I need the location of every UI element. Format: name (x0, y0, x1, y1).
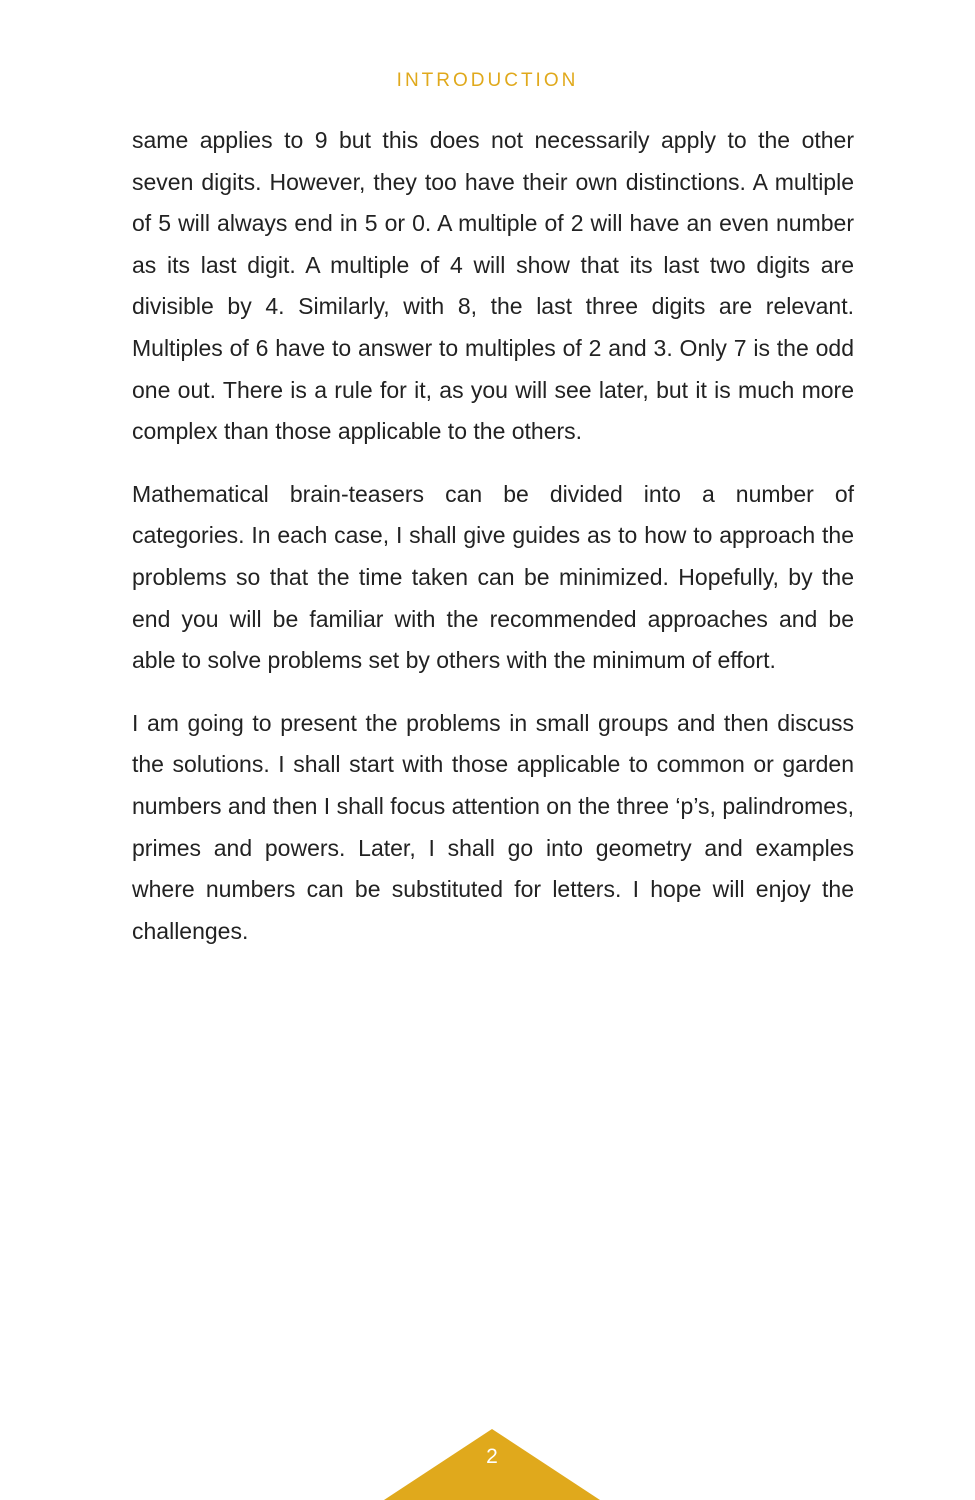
body-text (132, 120, 854, 973)
paragraph: same applies to 9 but this does not necessarily apply to the other seven digits. However, they too have their own distinctions. A multiple of 5 will always end in 5 or 0. A multiple of 2 will have an even number as its last digit. A multiple of 4 will show that its last two digits are divisible by 4. Similarly, with 8, the last three digits are relevant. Multiples of 6 have to answer to multiples of 2 and 3. Only 7 is the odd one out. There is a rule for it, as you will see later, but it is much more complex than those applicable to the others. (132, 127, 854, 445)
page-number: 2 (486, 1445, 498, 1468)
page-number-tab (384, 1429, 600, 1500)
paragraph: I am going to present the problems in small groups and then discuss the solutions. I shall start with those applicable to common or garden numbers and then I shall focus attention on the three ‘p’s, palindromes, primes and powers. Later, I shall go into geometry and examples where numbers can be substituted for letters. I hope will enjoy the challenges. (132, 709, 854, 944)
running-header: INTRODUCTION (396, 70, 579, 91)
paragraph: Mathematical brain-teasers can be divided into a number of categories. In each case, I shall give guides as to how to approach the problems so that the time taken can be minimized. Hopefully, by the end you will be familiar with the recommended approaches and be able to solve problems set by others with the minimum of effort. (132, 480, 854, 674)
